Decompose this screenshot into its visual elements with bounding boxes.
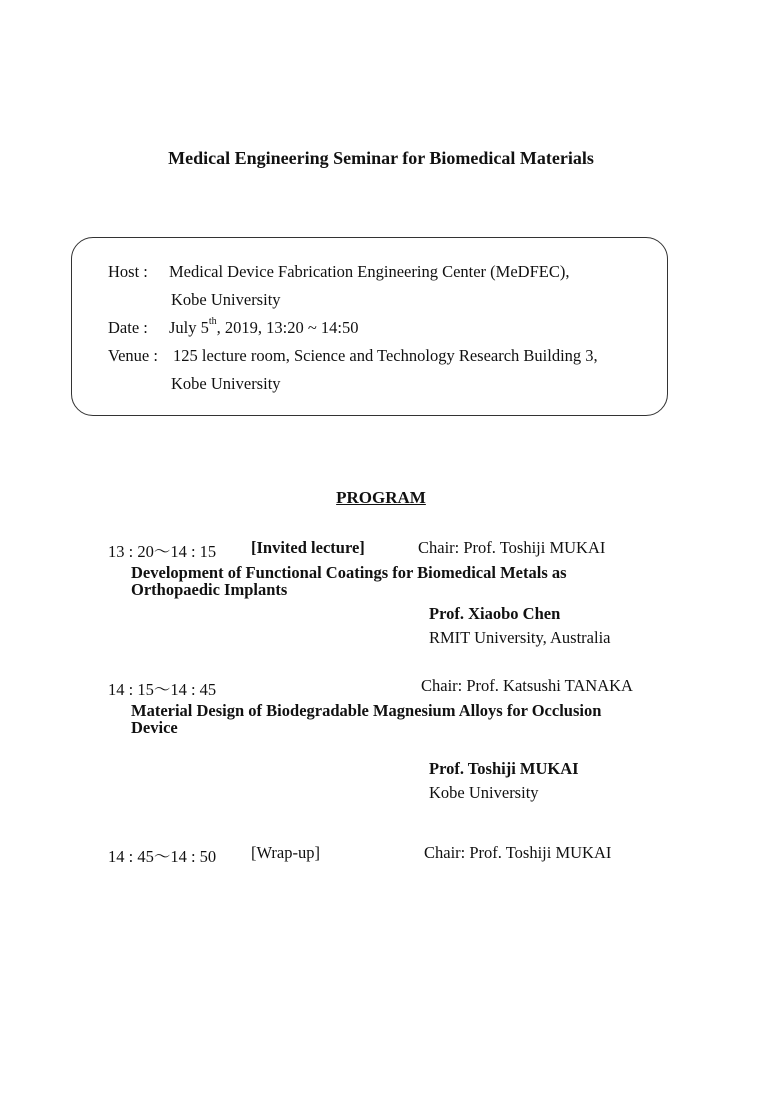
host-line-1: Medical Device Fabrication Engineering Center (MeDFEC), — [169, 262, 570, 281]
program-tag-1: [Invited lecture] — [251, 538, 365, 557]
talk-title-2-line-2: Device — [131, 718, 178, 737]
venue-line-2: Kobe University — [171, 374, 281, 393]
talk-title-2-line-1: Material Design of Biodegradable Magnesium Alloys for Occlusion — [131, 701, 602, 720]
program-time-1: 13 : 20～14 : 15 — [108, 542, 217, 561]
talk-title-1-line-2: Orthopaedic Implants — [131, 580, 288, 599]
program-chair-1: Chair: Prof. Toshiji MUKAI — [418, 538, 606, 557]
speaker-affiliation-2: Kobe University — [429, 783, 539, 802]
date-value — [169, 318, 359, 338]
date-rest: , 2019, 13:20 ~ 14:50 — [216, 318, 359, 337]
date-label: Date : — [108, 318, 148, 337]
program-chair-3: Chair: Prof. Toshiji MUKAI — [424, 843, 612, 862]
program-time-3: 14 : 45～14 : 50 — [108, 847, 217, 866]
page-title: Medical Engineering Seminar for Biomedical Materials — [168, 148, 594, 168]
venue-line-1: 125 lecture room, Science and Technology Research Building 3, — [173, 346, 598, 365]
date-superscript: th — [208, 316, 217, 327]
speaker-affiliation-1: RMIT University, Australia — [429, 628, 611, 647]
program-time-2: 14 : 15～14 : 45 — [108, 680, 217, 699]
talk-title-1-line-1: Development of Functional Coatings for Biomedical Metals as — [131, 563, 567, 582]
host-line-2: Kobe University — [171, 290, 281, 309]
program-tag-3: [Wrap-up] — [251, 843, 320, 862]
venue-label: Venue : — [108, 346, 158, 365]
speaker-name-2: Prof. Toshiji MUKAI — [429, 759, 579, 778]
program-heading: PROGRAM — [336, 488, 426, 507]
host-label: Host : — [108, 262, 148, 281]
speaker-name-1: Prof. Xiaobo Chen — [429, 604, 561, 623]
date-day: July 5 — [169, 318, 209, 337]
program-chair-2: Chair: Prof. Katsushi TANAKA — [421, 676, 633, 695]
